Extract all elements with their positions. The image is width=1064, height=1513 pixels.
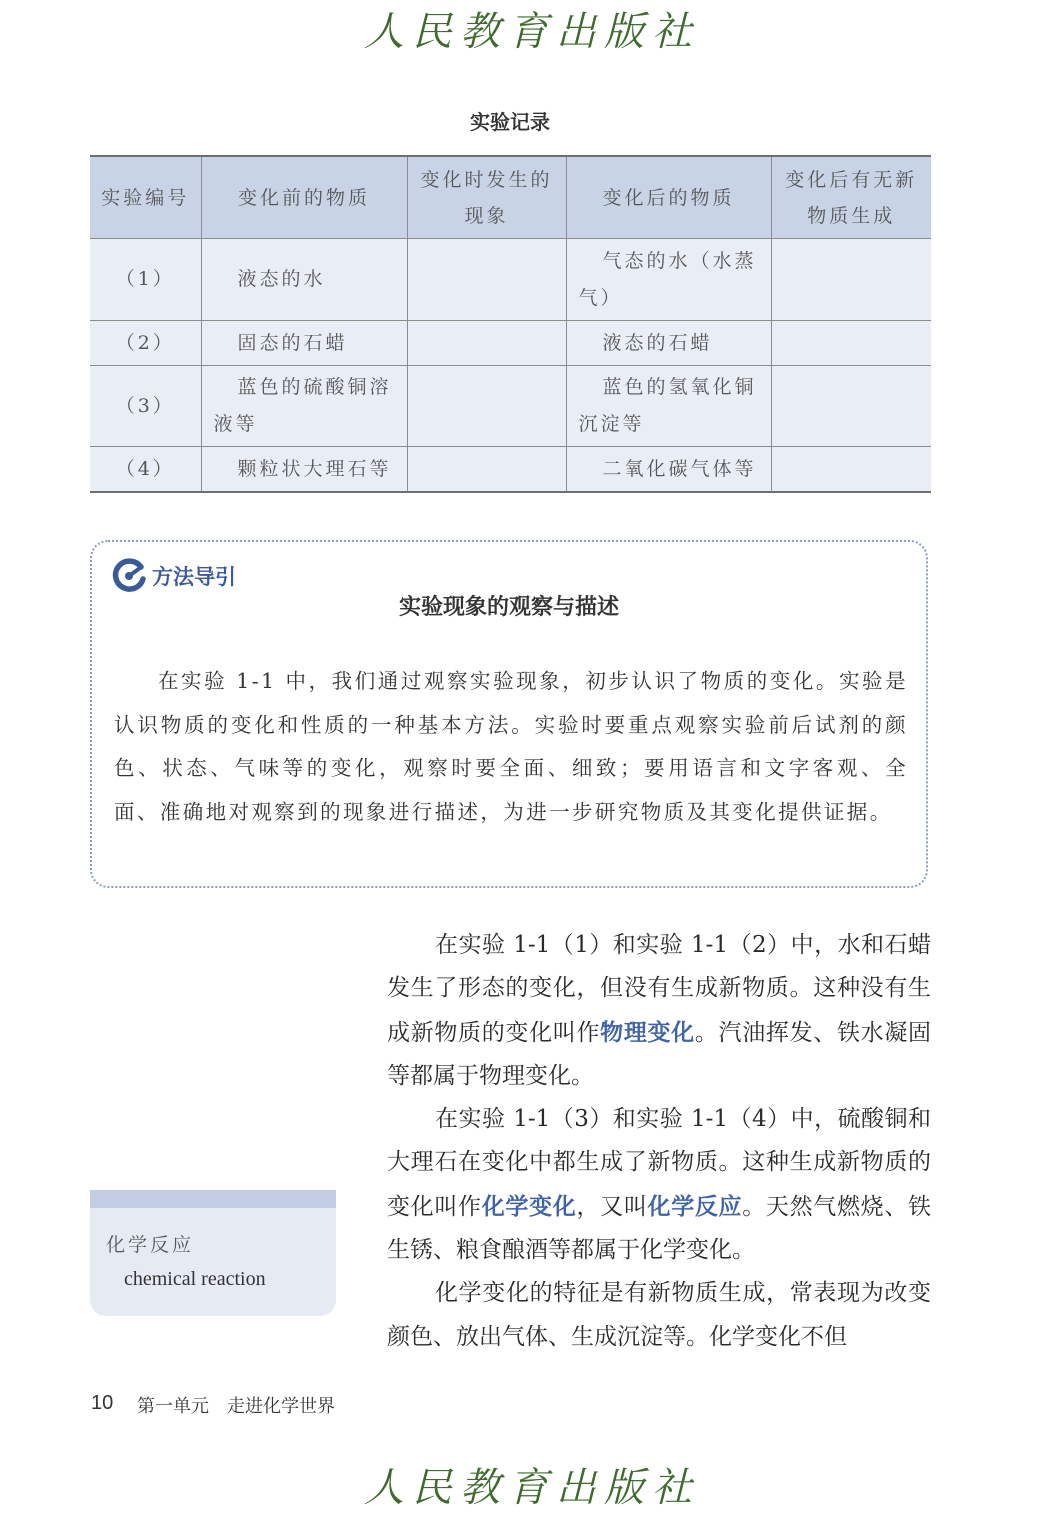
keyword-physical-change: 物理变化 [600,1018,695,1046]
paragraph-chemical-change [387,1098,931,1272]
phenomenon-cell [407,447,566,493]
keyword-chemical-change: 化学变化 [481,1192,577,1220]
after-substance-cell: 二氧化碳气体等 [566,447,771,493]
table-title: 实验记录 [470,110,550,134]
new-substance-cell [771,366,931,447]
glossary-term-english: chemical reaction [124,1268,266,1290]
method-guide-title: 实验现象的观察与描述 [398,594,619,620]
table-header-row [90,156,931,239]
new-substance-cell [771,321,931,366]
chapter-title: 第一单元 走进化学世界 [137,1396,335,1417]
text-run: ，又叫 [576,1193,648,1220]
before-substance-cell: 颗粒状大理石等 [201,447,407,493]
phenomenon-cell [407,321,566,366]
new-substance-cell [771,239,931,321]
text-run: 。汽油挥发、铁水凝固等都属于物理变化。 [387,1019,932,1089]
experiment-id-cell: （4） [90,447,201,493]
main-body-text [387,924,931,1359]
method-guide-body: 在实验 1-1 中，我们通过观察实验现象，初步认识了物质的变化。实验是认识物质的变化和性质的一种基本方法。实验时要重点观察实验前后试剂的颜色、状态、气味等的变化，观察时要全面、细致；要用语言和文字客观、全面、准确地对观察到的现象进行描述，为进一步研究物质及其变化提供证据。 [114,669,908,824]
text-run: 在实验 1-1（1）和实验 1-1（2）中，水和石蜡发生了形态的变化，但没有生成新物质。这种没有生成新物质的变化叫作 [387,932,931,1046]
table-row [90,447,931,493]
new-substance-cell [771,447,931,493]
before-substance-cell: 液态的水 [201,239,407,321]
column-header: 变化后的物质 [566,156,771,239]
phenomenon-cell [407,239,566,321]
paragraph-chemical-features: 化学变化的特征是有新物质生成，常表现为改变颜色、放出气体、生成沉淀等。化学变化不但 [387,1280,931,1350]
column-header: 变化时发生的现象 [407,156,566,239]
after-substance-cell: 液态的石蜡 [566,321,771,366]
after-substance-cell: 气态的水（水蒸气） [566,239,771,321]
table-row [90,321,931,366]
table-row [90,366,931,447]
text-run: 在实验 1-1（3）和实验 1-1（4）中，硫酸铜和大理石在变化中都生成了新物质。这种生成新物质的变化叫作 [387,1106,931,1220]
experiment-record-table [90,155,931,493]
experiment-id-cell: （3） [90,366,201,447]
glossary-header-bar [90,1190,336,1208]
phenomenon-cell [407,366,566,447]
before-substance-cell: 固态的石蜡 [201,321,407,366]
publisher-watermark-bottom: 人民教育出版社 [364,1465,700,1511]
column-header: 变化前的物质 [201,156,407,239]
page-number: 10 [91,1392,114,1414]
column-header: 变化后有无新物质生成 [771,156,931,239]
keyword-chemical-reaction: 化学反应 [647,1192,743,1220]
paragraph-physical-change [387,924,931,1098]
experiment-id-cell: （2） [90,321,201,366]
method-guide-label: 方法导引 [152,565,236,589]
after-substance-cell: 蓝色的氢氧化铜沉淀等 [566,366,771,447]
experiment-id-cell: （1） [90,239,201,321]
publisher-watermark-top: 人民教育出版社 [364,9,700,55]
table-row [90,239,931,321]
text-run: 。天然气燃烧、铁生锈、粮食酿酒等都属于化学变化。 [387,1193,932,1264]
glossary-term-chinese: 化学反应 [106,1234,195,1256]
column-header: 实验编号 [90,156,201,239]
before-substance-cell: 蓝色的硫酸铜溶液等 [201,366,407,447]
